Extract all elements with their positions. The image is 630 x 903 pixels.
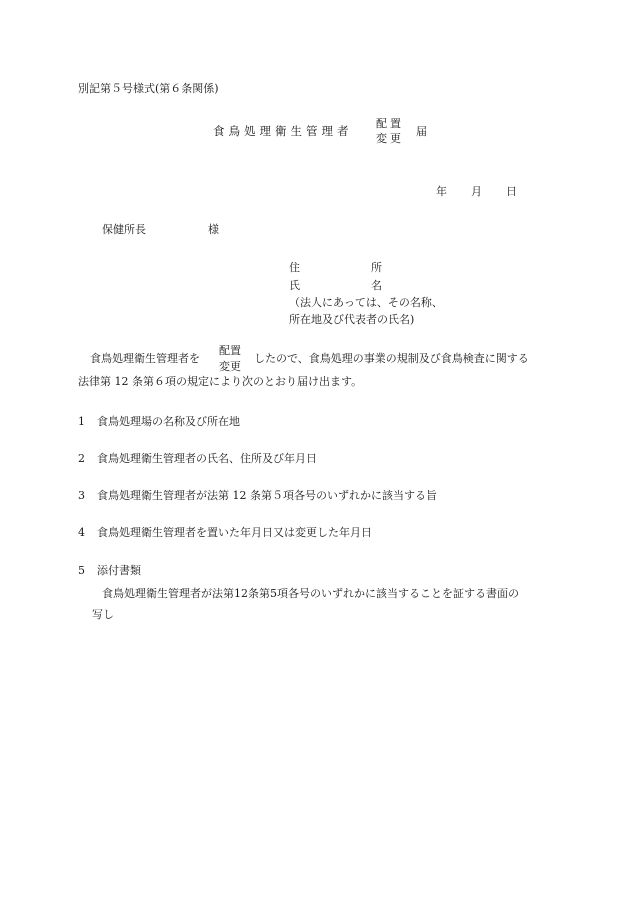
corporate-note-line1: （法人にあっては、その名称、 <box>289 296 443 309</box>
list-item-number: 2 <box>78 452 85 465</box>
corporate-note-line2: 所在地及び代表者の氏名) <box>289 313 415 326</box>
list-item: 食鳥処理衛生管理者が法第 12 条第５項各号のいずれかに該当する旨 <box>97 489 437 502</box>
address-label-b: 所 <box>371 261 382 274</box>
title-main: 食鳥処理衛生管理者 <box>213 124 353 138</box>
addressee-honorific: 様 <box>208 223 219 236</box>
list-item-number: 3 <box>78 489 85 502</box>
list-item: 食鳥処理衛生管理者の氏名、住所及び年月日 <box>97 452 317 465</box>
title-options <box>376 118 404 144</box>
body-line2: 法律第 12 条第６項の規定により次のとおり届け出ます。 <box>78 375 363 388</box>
addressee-name: 保健所長 <box>102 223 146 236</box>
date-day: 日 <box>506 185 517 198</box>
form-label: 別記第５号様式(第６条関係) <box>78 82 219 95</box>
title-option-top: 配置 <box>376 117 404 130</box>
list-item-number: 4 <box>78 526 85 539</box>
body-line1-prefix: 食鳥処理衛生管理者を <box>90 352 200 365</box>
date-year: 年 <box>436 185 447 198</box>
list-item-number: 5 <box>78 564 85 577</box>
body-line1-suffix: したので、食鳥処理の事業の規制及び食鳥検査に関する <box>254 352 529 365</box>
attachment-line2: 写し <box>92 608 114 621</box>
list-item: 食鳥処理場の名称及び所在地 <box>97 415 240 428</box>
body-option-top: 配置 <box>219 344 241 357</box>
name-label-b: 名 <box>371 279 382 292</box>
list-item-number: 1 <box>78 415 85 428</box>
title-suffix: 届 <box>416 125 427 138</box>
list-item: 添付書類 <box>97 564 141 577</box>
body-option-bottom: 変更 <box>219 360 241 373</box>
title-option-bottom: 変更 <box>376 132 404 145</box>
name-label-a: 氏 <box>289 279 300 292</box>
address-label-a: 住 <box>289 261 300 274</box>
attachment-line1: 食鳥処理衛生管理者が法第12条第5項各号のいずれかに該当することを証する書面の <box>102 587 519 600</box>
list-item: 食鳥処理衛生管理者を置いた年月日又は変更した年月日 <box>97 526 372 539</box>
date-month: 月 <box>471 185 482 198</box>
body-options <box>219 345 241 372</box>
